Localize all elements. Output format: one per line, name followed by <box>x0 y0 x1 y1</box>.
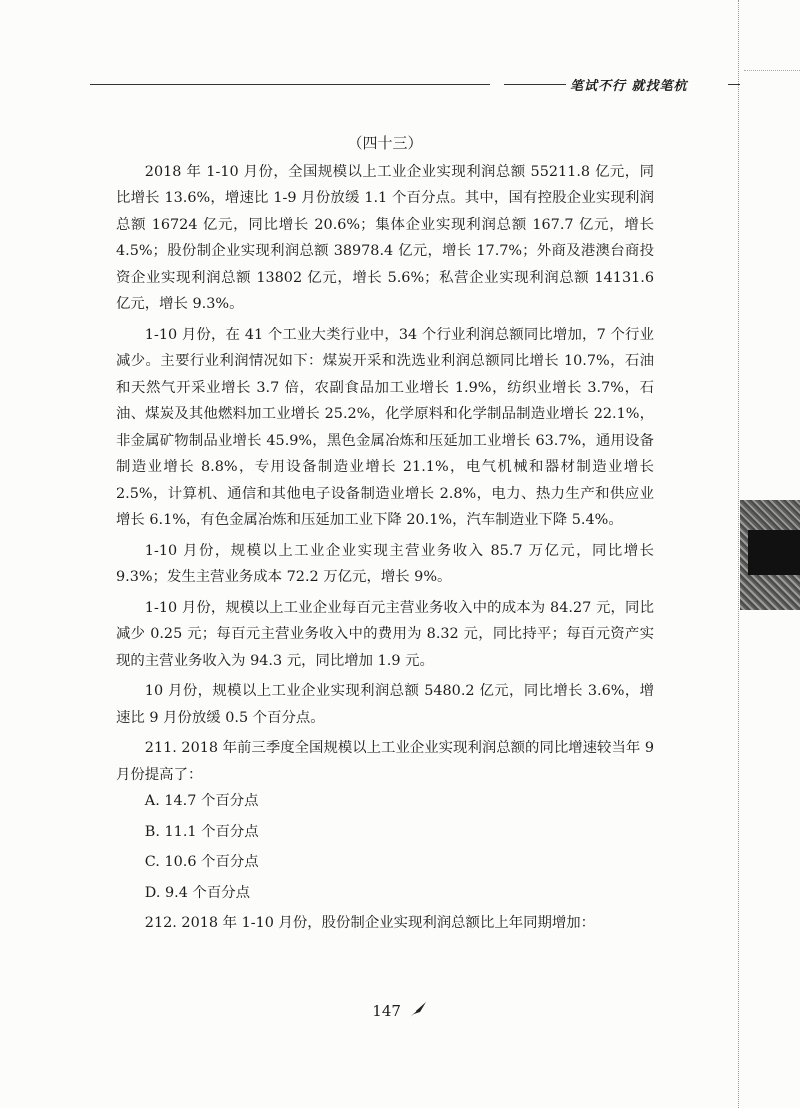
option-c: C. 10.6 个百分点 <box>144 854 259 870</box>
option-a: A. 14.7 个百分点 <box>144 793 259 809</box>
paragraph-revenue: 1-10 月份，规模以上工业企业实现主营业务收入 85.7 万亿元，同比增长 9.3%；发生主营业务成本 72.2 万亿元，增长 9%。 <box>116 542 654 585</box>
header-slogan: 笔试不行 就找笔杭 <box>570 79 688 94</box>
scan-binding-edge <box>728 0 800 1108</box>
question-212 <box>116 910 654 937</box>
scan-smudge-core <box>748 530 800 575</box>
section-title: （四十三） <box>347 134 423 152</box>
quill-pen-icon <box>406 1000 428 1024</box>
header-rule-left <box>90 84 490 85</box>
page-footer <box>0 1000 800 1024</box>
page-header <box>90 72 688 96</box>
question-text: 212. 2018 年 1-10 月份，股份制企业实现利润总额比上年同期增加： <box>144 915 596 931</box>
binding-dotted-line-top <box>744 70 800 71</box>
paragraph-october-profit: 10 月份，规模以上工业企业实现利润总额 5480.2 亿元，同比增长 3.6%，增速比 9 月份放缓 0.5 个百分点。 <box>116 683 654 726</box>
question-text: 211. 2018 年前三季度全国规模以上工业企业实现利润总额的同比增速较当年 9 月份提高了： <box>116 740 654 783</box>
paragraph-cost-per-hundred: 1-10 月份，规模以上工业企业每百元主营业务收入中的成本为 84.27 元，同比减少 0.25 元；每百元主营业务收入中的费用为 8.32 元，同比持平；每百元资产实现的主营业务收入为 94.3 元，同比增加 1.9 元。 <box>116 599 654 669</box>
paragraph-industry-profit: 1-10 月份，在 41 个工业大类行业中，34 个行业利润总额同比增加，7 个行业减少。主要行业利润情况如下：煤炭开采和洗选业利润总额同比增长 10.7%，石油和天然气开采业增长 3.7 倍，农副食品加工业增长 1.9%，纺织业增长 3.7%，石油、煤炭及其他燃料加工业增长 25.2%，化学原料和化学制品制造业增长 22.1%，非金属矿物制品业增长 45.9%，黑色金属冶炼和压延加工业增长 63.7%，通用设备制造业增长 8.8%，专用设备制造业增长 21.1%，电气机械和器材制造业增长 2.5%，计算机、通信和其他电子设备制造业增长 2.8%，电力、热力生产和供应业增长 6.1%，有色金属冶炼和压延加工业下降 20.1%，汽车制造业下降 5.4%。 <box>116 326 654 528</box>
question-211 <box>116 735 654 906</box>
page-number: 147 <box>372 1002 401 1020</box>
paragraph-profit-overview: 2018 年 1-10 月份，全国规模以上工业企业实现利润总额 55211.8 亿元，同比增长 13.6%，增速比 1-9 月份放缓 1.1 个百分点。其中，国有控股企业实现利润总额 16724 亿元，同比增长 20.6%；集体企业实现利润总额 167.7 亿元，增长 4.5%；股份制企业实现利润总额 38978.4 亿元，增长 17.7%；外商及港澳台商投资企业实现利润总额 13802 亿元，增长 5.6%；私营企业实现利润总额 14131.6 亿元，增长 9.3%。 <box>116 163 654 312</box>
header-rule-mid <box>504 84 566 85</box>
option-b: B. 11.1 个百分点 <box>144 823 259 840</box>
binding-dotted-line <box>738 0 739 1108</box>
page-content <box>116 130 654 937</box>
option-d: D. 9.4 个百分点 <box>144 884 250 901</box>
